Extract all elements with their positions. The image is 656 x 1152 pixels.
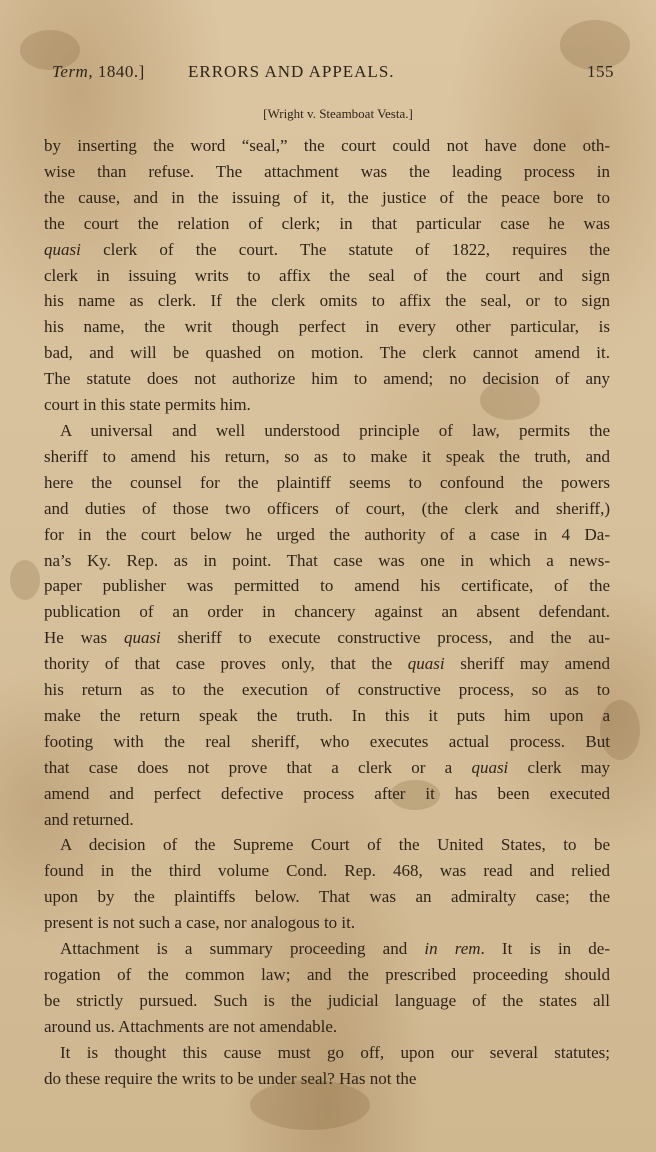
text-line: his return as to the execution of constructive process, so as to: [44, 680, 610, 700]
text-line: present is not such a case, nor analogous to it.: [44, 913, 356, 933]
text-line: that case does not prove that a clerk or a quasi clerk may: [44, 757, 610, 777]
text-line: by inserting the word “seal,” the court could not have done oth-: [44, 136, 610, 155]
running-header: [52, 62, 614, 90]
paragraph: [44, 418, 610, 833]
text-line: A decision of the Supreme Court of the United States, to be: [60, 835, 610, 855]
text-line: make the return speak the truth. In this it puts him upon a: [44, 705, 610, 725]
text-line: his name, the writ though perfect in every other particular, is: [44, 317, 610, 337]
text-line: amend and perfect defective process after it has been executed: [44, 783, 610, 803]
text-line: bad, and will be quashed on motion. The clerk cannot amend it.: [44, 343, 610, 363]
text-line: around us. Attachments are not amendable.: [44, 1016, 338, 1036]
text-line: He was quasi sheriff to execute constructive process, and the au-: [44, 628, 610, 648]
text-line: the court the relation of clerk; in that particular case he was: [44, 213, 610, 233]
paragraph: [44, 832, 610, 936]
text-line: his name as clerk. If the clerk omits to affix the seal, or to sign: [44, 291, 610, 311]
text-line: here the counsel for the plaintiff seems to confound the powers: [44, 472, 610, 492]
text-line: and returned.: [44, 809, 134, 829]
text-line: the cause, and in the issuing of it, the justice of the peace bore to: [44, 187, 610, 207]
text-line: found in the third volume Cond. Rep. 468, was read and relied: [44, 861, 610, 881]
text-line: The statute does not authorize him to amend; no decision of any: [44, 369, 610, 389]
page-number: 155: [587, 62, 614, 81]
paragraph: [44, 133, 610, 418]
text-line: footing with the real sheriff, who executes actual process. But: [44, 731, 610, 751]
text-line: wise than refuse. The attachment was the leading process in: [44, 161, 610, 181]
paragraph: [44, 936, 610, 1040]
text-line: paper publisher was permitted to amend his certificate, of the: [44, 576, 610, 596]
text-line: be strictly pursued. Such is the judicial language of the states all: [44, 990, 610, 1010]
header-term: Term, 1840.]: [52, 62, 145, 81]
text-line: sheriff to amend his return, so as to make it speak the truth, and: [44, 446, 610, 466]
text-line: A universal and well understood principle of law, permits the: [60, 420, 610, 440]
text-line: publication of an order in chancery against an absent defendant.: [44, 602, 610, 622]
case-subheader: [Wright v. Steamboat Vesta.]: [263, 106, 413, 121]
text-line: do these require the writs to be under seal? Has not the: [44, 1068, 417, 1088]
text-line: for in the court below he urged the authority of a case in 4 Da-: [44, 524, 610, 544]
text-line: court in this state permits him.: [44, 395, 251, 415]
page-body: [44, 133, 610, 1092]
text-line: quasi clerk of the court. The statute of 1822, requires the: [44, 239, 610, 259]
text-line: It is thought this cause must go off, upon our several statutes;: [60, 1042, 610, 1062]
text-line: upon by the plaintiffs below. That was an admiralty case; the: [44, 887, 610, 907]
header-title: ERRORS AND APPEALS.: [188, 62, 395, 81]
text-line: Attachment is a summary proceeding and in rem. It is in de-: [60, 939, 611, 959]
text-line: thority of that case proves only, that the quasi sheriff may amend: [44, 654, 610, 674]
text-line: clerk in issuing writs to affix the seal of the court and sign: [44, 265, 610, 285]
text-line: rogation of the common law; and the prescribed proceeding should: [44, 965, 610, 984]
text-line: and duties of those two officers of court, (the clerk and sheriff,): [44, 498, 610, 518]
text-line: na’s Ky. Rep. as in point. That case was one in which a news-: [44, 550, 610, 570]
paragraph: [44, 1040, 610, 1092]
